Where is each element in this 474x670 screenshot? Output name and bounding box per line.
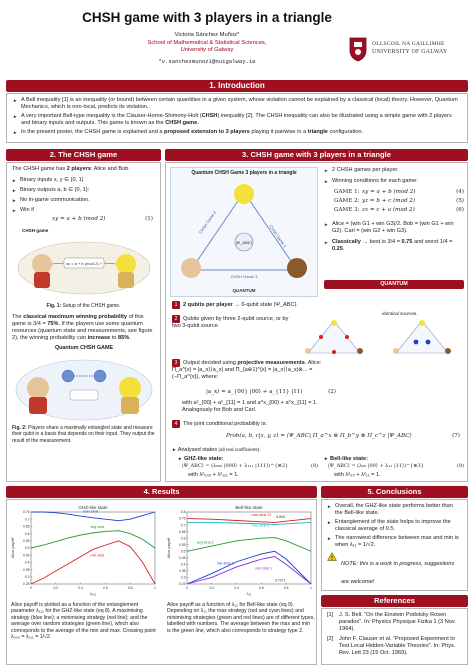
ghz-condition: with λ²₀₀₀ + λ²₁₁₁ = 1. [188,472,239,478]
series-label: max strat [83,509,98,514]
triangle-heading: 3. CHSH game with 3 players in a triangle [165,149,468,161]
game-3-equation: GAME 3: zx = c + a (mod 2) (6) [334,207,464,213]
bell-chart-caption: Alice payoff as a function of λ₁₁ for Bell-like state (eq 9). Depending on λ₁₁ the max strategy (red and cyan lines) and minimising strategies (green and red lines) are of different types, labelled with numbers. The average between the max and min is the green line, which also corresponds to strategy type 2. [167,602,315,634]
triangle-figure [170,167,318,297]
payoff-rules [324,221,464,253]
game-label-3: CHSH Game 3 [230,274,258,279]
classical-probability: The classical maximum winning probability of this game is 3/4 = 75%. If the players use some quantum resources (quantum state and measurements, see figure 2), the winning probability can increase to 85%. [12,314,153,342]
conclusions-heading: 5. Conclusions [321,486,468,498]
x-tick-label: 0.6 [259,586,264,590]
results-panel [6,499,317,665]
y-axis-label: Alice payoff [166,537,171,559]
y-tick-label: 0.45 [178,556,186,561]
ghz-label: ► GHZ-like state: [178,456,224,462]
logo-line-1: OLLSCOIL NA GAILLIMHE [372,41,445,47]
y-tick-label: 0.55 [22,539,30,543]
chsh-heading: 2. The CHSH game [6,149,161,161]
chsh-setup-diagram [12,234,156,300]
series-label: min strat 3 [216,561,234,566]
y-tick-label: 0.45 [22,553,30,558]
rule-item: ► Binary inputs x, y ∈ {0, 1} [12,177,155,184]
series-label: max strat 6 [251,523,270,528]
rule-item: ► No in-game communication. [12,197,155,204]
x-tick-label: 0.8 [127,586,133,590]
chart-title: Bell-like state [235,505,263,510]
y-tick-label: 0.7 [24,517,30,522]
figure-1 [12,228,155,302]
intro-item: ► In the present poster, the CHSH game is explained and a proposed extension to 3 players playing it pairwise in a triangle configuration. [13,129,461,136]
x-tick-label: 0.2 [209,586,215,590]
y-tick-label: 0.3 [24,575,30,579]
reference-1: [1] J. S. Bell. “On the Einstein Podolsky Rosen paradox”. In: Physics Physique Fizika 1 (3 Nov. 1964). [327,612,456,632]
y-tick-label: 0.25 [22,582,30,587]
conclusions-list [327,503,462,549]
y-tick-label: 0.8 [180,510,186,515]
game-equations [324,189,464,216]
conclusion-item: ► Entanglement of the state helps to improve the classical average of 0.5. [327,519,462,533]
affiliation-line-2: University of Galway [180,47,234,53]
ghz-chart-caption: Alice payoff is plotted as a function of the entanglement parameter λ₁₁₁ for the GHZ-like state (eq 8). A maximising strategy (blue line); a minimising strategy (red line); and the average over random strategies (green line), which also corresponds to the average of the min and max. Crossing point λ₀₀₀ = λ₁₁₁ = 1/√2. [11,602,156,641]
ghz-chart [9,502,159,600]
game-label-2: CHSH Game 2 [197,209,218,235]
fig2-caption: Fig. 2: Players share a maximally entangled state and measure their qubit in a basis that depends on their input. They output the result of the measurement. [12,425,155,444]
results-heading: 4. Results [6,486,317,498]
triangle-diagram [171,178,317,296]
chsh-rules [12,177,155,214]
classical-bound: ► Classically → best is 3/4 = 0.75 and worst 1/4 = 0.25. [324,239,464,253]
triangle-rules [324,167,464,255]
triangle-panel [165,162,468,482]
x-tick-label: 1 [154,586,156,590]
sources-diagram [294,311,464,357]
y-tick-label: 0.4 [180,562,186,567]
y-tick-label: 0.55 [178,542,186,547]
x-axis-label: λ₁₁₁ [89,591,97,596]
email: *v.sanchezmunoz1@nuigalway.ie [158,58,256,65]
conclusions-panel [321,499,468,591]
y-tick-label: 0.3 [180,575,186,580]
references-panel [321,608,468,665]
intro-list [13,97,461,136]
game-label-1: CHSH Game 1 [268,223,288,249]
step-number-4: 4 [172,420,180,428]
fig1-title: CHSH game [22,228,49,233]
fig1-formula: xy = a + b (mod 2) ? [66,261,102,266]
y-axis-label: Alice payoff [10,537,15,559]
chart-title: GHZ-like state [78,505,108,510]
payoff-rule: ► Alice = (win G1 + win G3)/2. Bob = (win G1 + win G2). Carl = (win G2 + win G3). [324,221,464,235]
probability-equation: Prob(a, b, c|x, y, z) = ⟨Ψ_ABC| Π_a^x ⊗ Π_b^y ⊗ Π_c^z |Ψ_ABC⟩ (7) [226,433,460,439]
university-logo [348,34,466,64]
y-tick-label: 0.65 [178,529,186,534]
x-tick-label: 0 [30,586,32,590]
y-tick-label: 0.7 [180,523,186,528]
bell-state [324,455,464,479]
intro-item: ► A very important Bell-type inequality is the Clauser-Horne-Shimony-Holt (CHSH) inequality [2]. The CHSH inequality can also be illustrated using a simple game with 2 players and binary inputs and outputs. This game is known as the CHSH game. [13,113,461,127]
y-tick-label: 0.5 [24,546,30,551]
series-label: min strat 1 [255,566,272,571]
intro-heading: 1. Introduction [6,80,468,92]
x-axis-label: λ₁₁ [246,591,252,596]
x-tick-label: 1 [310,586,312,590]
step-3: 3 Output decided using projective measurements. Alice: Π_a^{x} = |a_x⟩⟨a_x| and Π_{a⊕1}^{x} = |a_x⟩⟨a_x|⊗... = (−Π_a^{x}), where: [172,360,322,380]
affiliation [100,40,314,54]
step-number-1: 1 [172,301,180,309]
figure-2 [12,346,155,424]
crest-icon [348,36,368,62]
analysed-states: ► Analysed states (all real coefficients): [172,447,261,453]
quantum-bar: QUANTUM [324,280,464,289]
y-tick-label: 0.5 [180,549,186,554]
chsh-panel [6,162,161,482]
page-title: CHSH game with 3 players in a triangle [82,10,332,25]
svg-text:!: ! [331,555,333,561]
ghz-state [178,455,318,479]
y-tick-label: 0.25 [178,582,186,587]
quantum-label: QUANTUM [232,288,256,293]
fig1-caption: Fig. 1: Setup of the CHSH game. [46,303,121,309]
step-4: 4 The joint conditional probability is: [172,420,462,428]
bell-chart [165,502,315,600]
measurement-normalisation: with a²_{00} + a²_{11} = 1 and a^x_{00} + a^x_{11} = 1. Analogously for Bob and Carl. [182,400,318,413]
game-1-equation: GAME 1: xy = a + b (mod 2) (4) [334,189,464,195]
y-tick-label: 0.75 [178,516,186,521]
measurement-equation: |a_x⟩ = a_{00} |00⟩ + a_{11} |11⟩ (2) [206,389,336,395]
y-tick-label: 0.65 [22,524,30,529]
logo-line-2: UNIVERSITY OF GALWAY [372,49,448,55]
ghz-equation: |Ψ_ABC⟩ = (λ₀₀₀ |000⟩ + λ₁₁₁ |111⟩)^{⊗2} (8) [182,463,318,469]
series-label: max strat 12 [251,512,272,517]
triangle-figure-title: Quantum CHSH Game 3 players in a triangle [191,170,297,176]
bell-equation: |Ψ_ABC⟩ = (λ₀₀ |00⟩ + λ₁₁ |11⟩)^{⊗3} (9) [328,463,464,469]
conclusion-item: ► The narrowest difference between max and min is when λ₁₁ = 1/√2. [327,535,462,549]
sources-note: identical sources. [382,311,418,316]
rule-item: ► Binary outputs a, b ∈ {0, 1}: [12,187,155,194]
author: Victoria Sánchez Muñoz* [174,32,240,38]
step-number-3: 3 [172,359,180,367]
rule-item: ► Win if [12,207,155,214]
note-text: NOTE: this is a work in progress, suggestions are welcome! [341,561,455,585]
step-number-2: 2 [172,315,180,323]
y-tick-label: 0.35 [178,569,186,574]
intro-item: ► A Bell inequality [1] is an inequality (or bound) between certain quantities in a given system, whose violation cannot be explained by a classical (local) theory. However, Quantum Mechanics, which is non-local, predicts its violation. [13,97,461,111]
win-equation: xy = a + b (mod 2) (1) [52,216,153,222]
series-label: avg strat 2 [196,540,214,545]
y-tick-label: 0.4 [24,560,30,565]
state-label: |Ψ_ABC⟩ [235,240,253,245]
intro-panel [6,93,468,143]
quantum-chsh-diagram [12,354,156,424]
chart-annotation: 0.7071 [275,578,286,583]
step-2: 2 Qubits given by three 2-qubit source, or by two 3-qubit source. [172,316,289,329]
x-tick-label: 0.4 [234,586,239,590]
game-2-equation: GAME 2: yz = b + c (mod 2) (5) [334,198,464,204]
y-tick-label: 0.35 [22,567,30,572]
references-heading: References [321,595,468,607]
fig2-title: Quantum CHSH GAME [54,345,114,352]
x-tick-label: 0 [186,586,188,590]
reference-2: [2] John F. Clauser et al. “Proposed Experiment to Test Local Hidden-Variable Theories”. In: Phys. Rev. Lett 23 (15 Oct. 1969). [327,636,456,656]
triangle-rule: ► 2 CHSH games per player. [324,167,464,174]
bell-label: ► Bell-like state: [324,456,368,462]
y-tick-label: 0.6 [24,531,30,536]
triangle-rule-list [324,167,464,185]
sources-icon [294,317,464,357]
affiliation-line-1: School of Mathematical & Statistical Sciences, [147,40,267,46]
chart-annotation: 6.805 [276,514,285,519]
conclusion-item: ► Overall, the GHZ-like state performs better than the Bell-like state. [327,503,462,517]
y-tick-label: 0.6 [180,536,186,541]
x-tick-label: 0.4 [78,586,83,590]
x-tick-label: 0.2 [53,586,59,590]
triangle-rule: ► Winning conditions for each game: [324,178,464,185]
x-tick-label: 0.6 [103,586,108,590]
work-in-progress-note [327,552,462,588]
bell-condition: with λ²₀₀ + λ²₁₁ = 1. [334,472,381,478]
series-label: avg strat [90,524,105,529]
chsh-intro: The CHSH game has 2 players: Alice and Bob. [12,166,130,172]
warning-icon [327,552,337,561]
y-tick-label: 0.75 [22,510,30,515]
x-tick-label: 0.8 [283,586,289,590]
series-label: min strat [90,553,105,558]
step-1: 1 2 qubits per player → 6-qubit state |Ψ_ABC⟩. [172,301,462,309]
